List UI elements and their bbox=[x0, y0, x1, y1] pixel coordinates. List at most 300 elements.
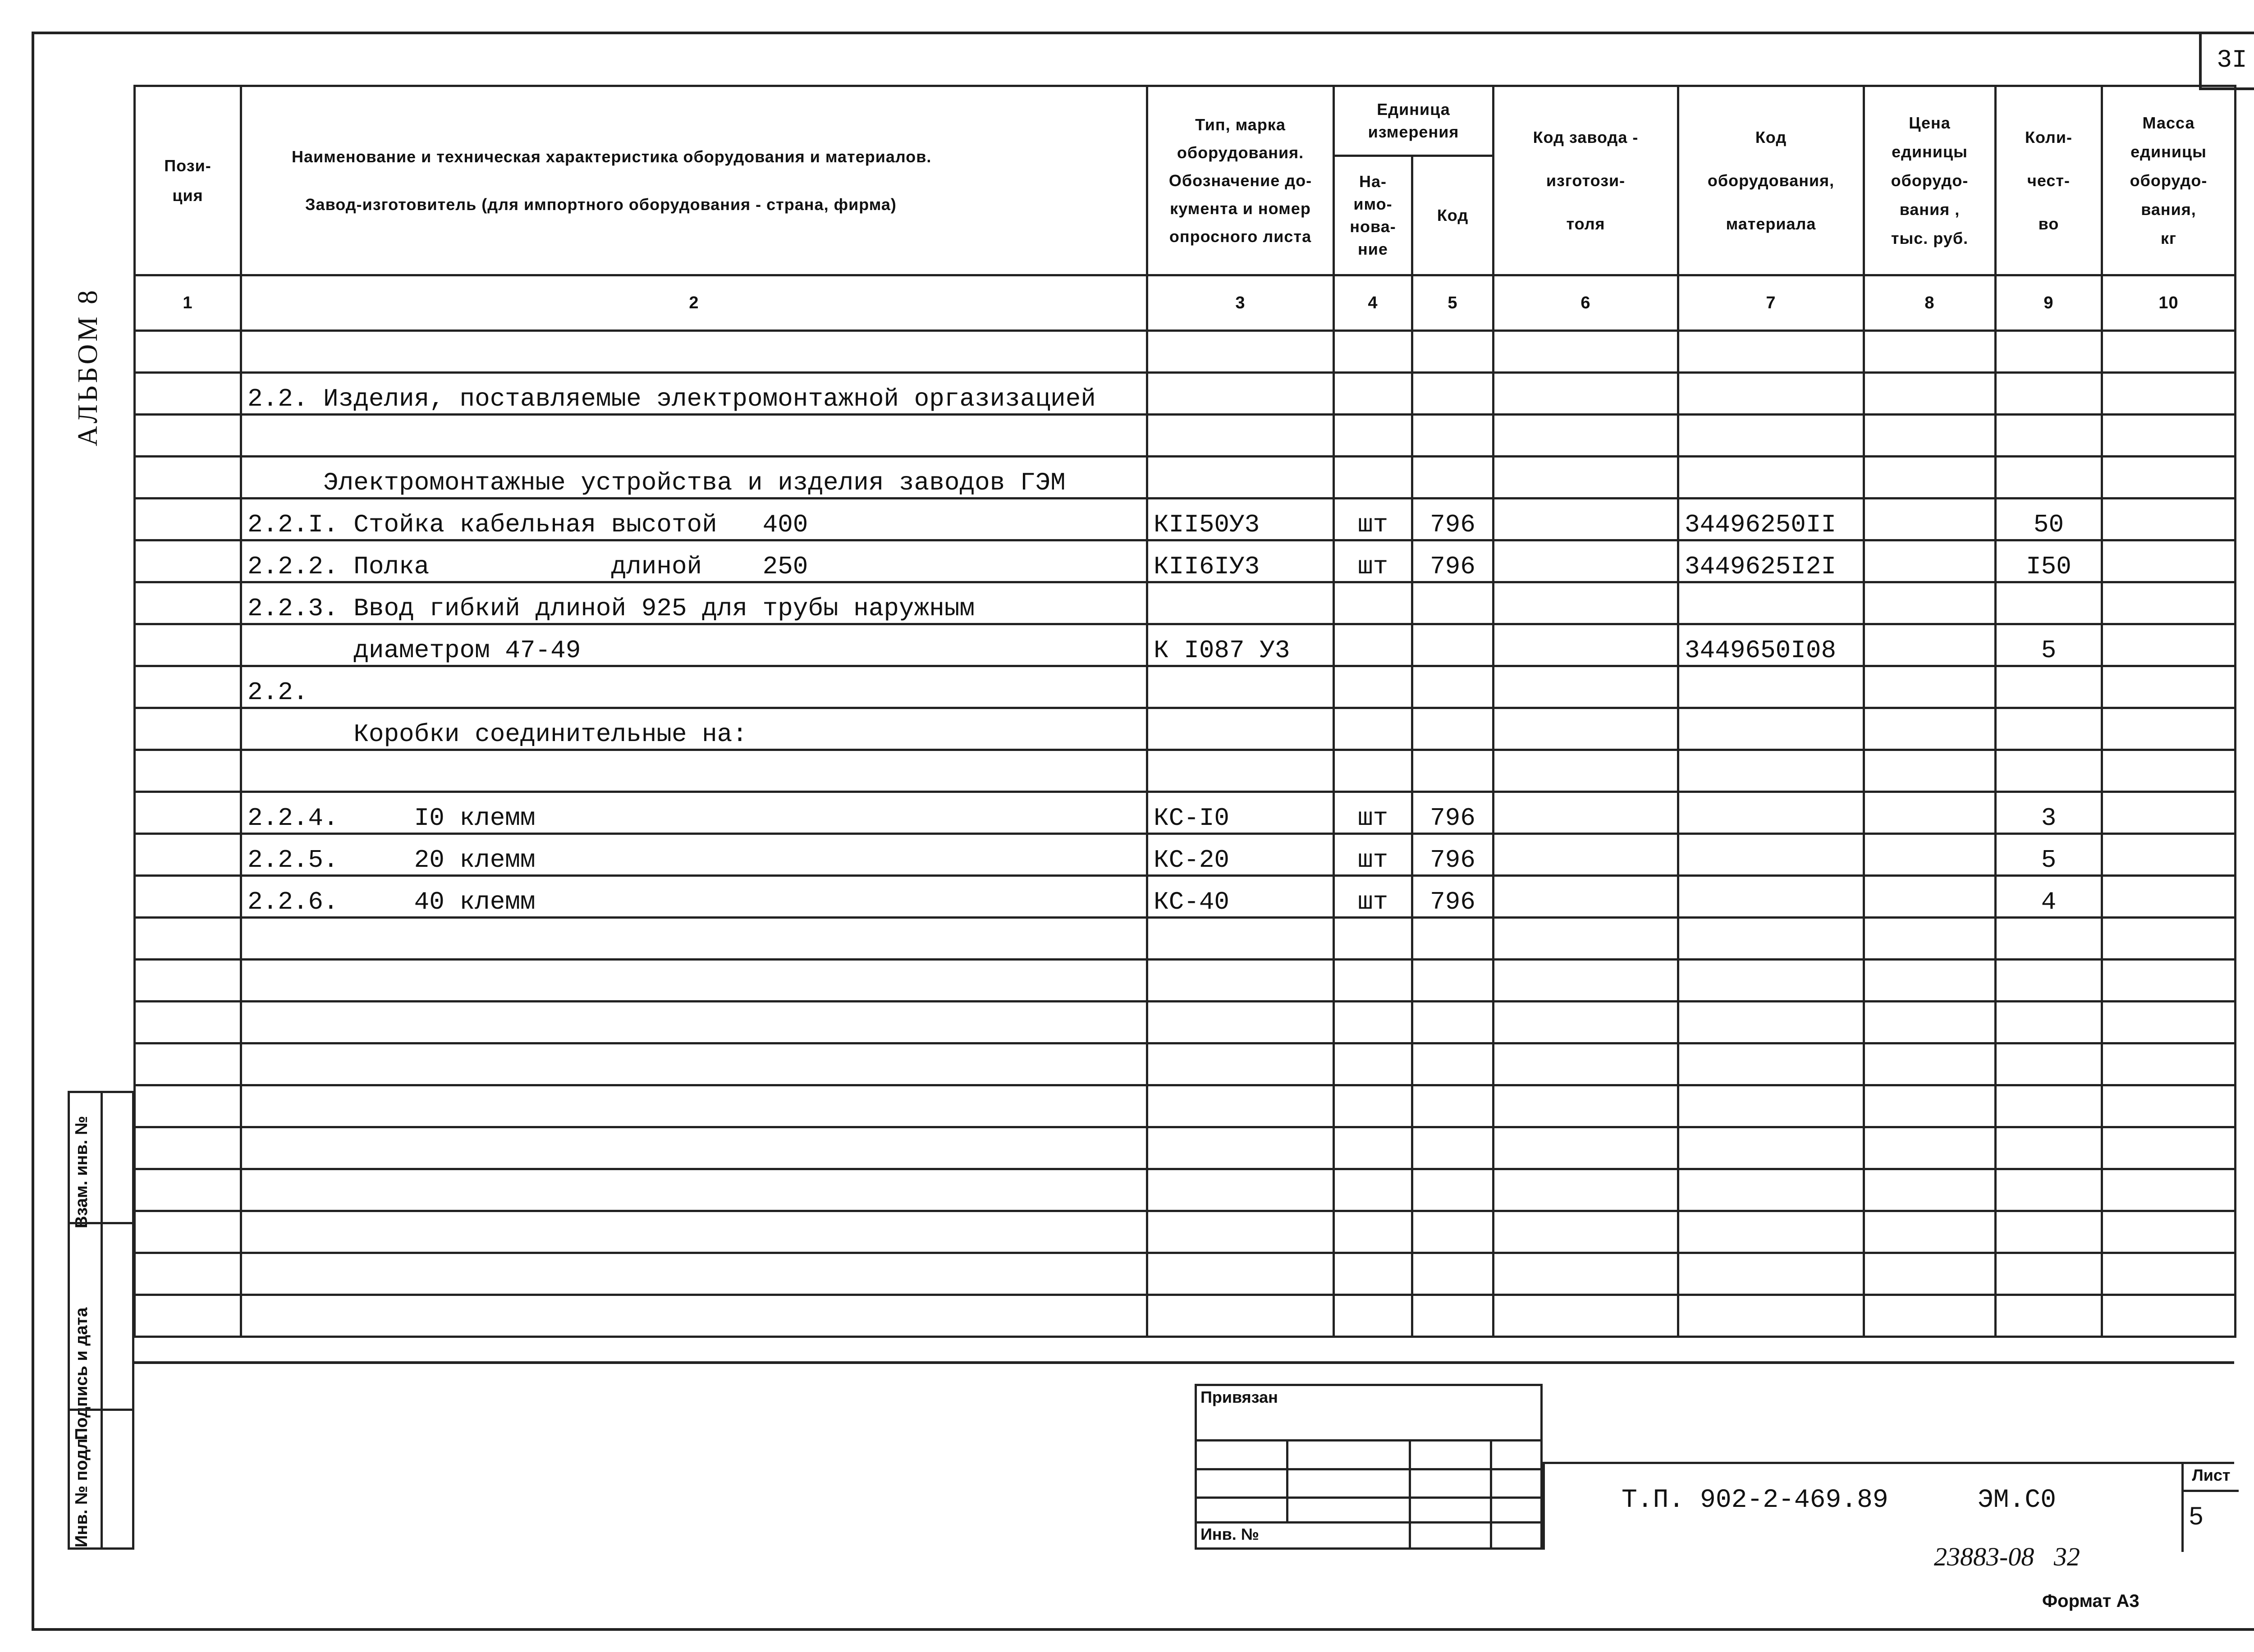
cell-empty bbox=[135, 1002, 241, 1043]
cell-type bbox=[1147, 582, 1334, 624]
cell-eqcode bbox=[1678, 666, 1864, 708]
cell-eqcode bbox=[1678, 582, 1864, 624]
cell-eqcode bbox=[1678, 792, 1864, 834]
cell-code bbox=[1412, 373, 1494, 415]
table-row bbox=[135, 708, 2236, 750]
cell-empty bbox=[135, 1169, 241, 1211]
cell-qty bbox=[1996, 1169, 2102, 1211]
table-row bbox=[135, 918, 2236, 960]
cell-empty bbox=[135, 708, 241, 750]
cell-qty: 4 bbox=[1996, 876, 2102, 918]
sheet-cell bbox=[2181, 1462, 2239, 1552]
table-row bbox=[135, 1043, 2236, 1085]
cell-empty bbox=[2102, 1169, 2236, 1211]
cell-type bbox=[1147, 750, 1334, 792]
cell-empty bbox=[1864, 1127, 1996, 1169]
cell-empty bbox=[1864, 792, 1996, 834]
cell-qty bbox=[1996, 708, 2102, 750]
cell-code bbox=[1412, 415, 1494, 457]
table-row bbox=[135, 834, 2236, 876]
cell-eqcode bbox=[1678, 1253, 1864, 1295]
cell-eqcode: 3449625I2I bbox=[1678, 540, 1864, 582]
cell-name: 2.2.6. 40 клемм bbox=[241, 876, 1147, 918]
cell-empty bbox=[1494, 1085, 1678, 1127]
cell-eqcode bbox=[1678, 1295, 1864, 1337]
cell-empty bbox=[135, 457, 241, 499]
cell-eqcode bbox=[1678, 708, 1864, 750]
side-divider bbox=[70, 1409, 132, 1411]
cell-type: КС-40 bbox=[1147, 876, 1334, 918]
cell-type bbox=[1147, 960, 1334, 1002]
cell-qty bbox=[1996, 1043, 2102, 1085]
cell-type bbox=[1147, 1085, 1334, 1127]
cell-empty bbox=[2102, 918, 2236, 960]
cell-empty bbox=[135, 1085, 241, 1127]
cell-code bbox=[1412, 1043, 1494, 1085]
cell-empty bbox=[1864, 540, 1996, 582]
cell-eqcode bbox=[1678, 457, 1864, 499]
cell-empty bbox=[135, 960, 241, 1002]
cell-qty bbox=[1996, 457, 2102, 499]
cell-qty: 3 bbox=[1996, 792, 2102, 834]
cell-unit bbox=[1334, 666, 1412, 708]
cell-empty bbox=[135, 499, 241, 540]
cell-name bbox=[241, 1295, 1147, 1337]
cell-qty bbox=[1996, 1295, 2102, 1337]
col-number: 7 bbox=[1678, 275, 1864, 331]
stamp-line bbox=[1197, 1521, 1540, 1524]
cell-empty bbox=[1494, 373, 1678, 415]
cell-qty bbox=[1996, 582, 2102, 624]
cell-name: 2.2.3. Ввод гибкий длиной 925 для трубы наружным bbox=[241, 582, 1147, 624]
cell-empty bbox=[1864, 624, 1996, 666]
cell-eqcode: 3449650I08 bbox=[1678, 624, 1864, 666]
cell-name: Электромонтажные устройства и изделия заводов ГЭМ bbox=[241, 457, 1147, 499]
col-number: 3 bbox=[1147, 275, 1334, 331]
cell-empty bbox=[1864, 1002, 1996, 1043]
cell-empty bbox=[2102, 624, 2236, 666]
col-number: 9 bbox=[1996, 275, 2102, 331]
cell-empty bbox=[2102, 834, 2236, 876]
cell-name: Коробки соединительные на: bbox=[241, 708, 1147, 750]
cell-empty bbox=[1864, 331, 1996, 373]
cell-empty bbox=[1864, 1169, 1996, 1211]
cell-empty bbox=[135, 540, 241, 582]
cell-empty bbox=[2102, 415, 2236, 457]
cell-name: 2.2.4. I0 клемм bbox=[241, 792, 1147, 834]
cell-type bbox=[1147, 457, 1334, 499]
stamp-line bbox=[1197, 1496, 1540, 1499]
cell-empty bbox=[1494, 792, 1678, 834]
cell-empty bbox=[1494, 1211, 1678, 1253]
cell-empty bbox=[2102, 1253, 2236, 1295]
cell-name: 2.2.I. Стойка кабельная высотой 400 bbox=[241, 499, 1147, 540]
cell-name bbox=[241, 331, 1147, 373]
cell-empty bbox=[135, 373, 241, 415]
cell-empty bbox=[2102, 1127, 2236, 1169]
cell-type bbox=[1147, 415, 1334, 457]
cell-code: 796 bbox=[1412, 834, 1494, 876]
cell-code bbox=[1412, 918, 1494, 960]
table-row bbox=[135, 960, 2236, 1002]
cell-empty bbox=[1864, 1085, 1996, 1127]
stamp-line bbox=[1286, 1439, 1288, 1521]
side-stamp bbox=[68, 1091, 134, 1550]
cell-empty bbox=[135, 834, 241, 876]
table-row bbox=[135, 373, 2236, 415]
cell-empty bbox=[2102, 1211, 2236, 1253]
cell-name bbox=[241, 1002, 1147, 1043]
document-mark: ЭМ.С0 bbox=[1978, 1486, 2057, 1515]
table-row bbox=[135, 1169, 2236, 1211]
table-row bbox=[135, 1002, 2236, 1043]
cell-qty bbox=[1996, 415, 2102, 457]
cell-empty bbox=[2102, 373, 2236, 415]
cell-empty bbox=[1494, 960, 1678, 1002]
cell-name: диаметром 47-49 bbox=[241, 624, 1147, 666]
cell-unit bbox=[1334, 1127, 1412, 1169]
cell-empty bbox=[2102, 331, 2236, 373]
cell-qty: 5 bbox=[1996, 624, 2102, 666]
cell-empty bbox=[2102, 540, 2236, 582]
inv-original-label: Инв. № подл. bbox=[72, 1433, 91, 1547]
cell-unit bbox=[1334, 1169, 1412, 1211]
header-col4: На- имо- нова- ние bbox=[1334, 156, 1412, 275]
cell-unit: шт bbox=[1334, 499, 1412, 540]
table-row bbox=[135, 666, 2236, 708]
header-col6: Код завода - изготози- толя bbox=[1494, 86, 1678, 275]
cell-empty bbox=[1864, 415, 1996, 457]
cell-qty: 50 bbox=[1996, 499, 2102, 540]
header-col5: Код bbox=[1412, 156, 1494, 275]
cell-name: 2.2. bbox=[241, 666, 1147, 708]
cell-eqcode bbox=[1678, 1002, 1864, 1043]
cell-empty bbox=[135, 331, 241, 373]
cell-empty bbox=[1494, 1295, 1678, 1337]
cell-eqcode bbox=[1678, 1211, 1864, 1253]
cell-type bbox=[1147, 1127, 1334, 1169]
column-number-row bbox=[135, 275, 2236, 331]
cell-qty: I50 bbox=[1996, 540, 2102, 582]
stamp-line bbox=[1197, 1439, 1540, 1441]
cell-empty bbox=[1494, 1127, 1678, 1169]
cell-empty bbox=[2102, 1002, 2236, 1043]
cell-empty bbox=[2102, 457, 2236, 499]
binding-stamp bbox=[1195, 1384, 1543, 1550]
table-row bbox=[135, 1211, 2236, 1253]
cell-name: 2.2.2. Полка длиной 250 bbox=[241, 540, 1147, 582]
cell-empty bbox=[135, 624, 241, 666]
cell-empty bbox=[1864, 582, 1996, 624]
cell-empty bbox=[135, 1253, 241, 1295]
cell-qty bbox=[1996, 918, 2102, 960]
cell-unit bbox=[1334, 1043, 1412, 1085]
cell-empty bbox=[1864, 1253, 1996, 1295]
cell-qty bbox=[1996, 331, 2102, 373]
stamp-line bbox=[1490, 1439, 1492, 1550]
cell-empty bbox=[1864, 960, 1996, 1002]
header-col7: Код оборудования, материала bbox=[1678, 86, 1864, 275]
cell-empty bbox=[1494, 1169, 1678, 1211]
col-number: 6 bbox=[1494, 275, 1678, 331]
stamp-line bbox=[1409, 1439, 1411, 1550]
header-col9: Коли- чест- во bbox=[1996, 86, 2102, 275]
sheet-value: 5 bbox=[2189, 1501, 2204, 1530]
sheet-label: Лист bbox=[2184, 1462, 2239, 1492]
cell-code bbox=[1412, 1211, 1494, 1253]
cell-name bbox=[241, 750, 1147, 792]
cell-unit: шт bbox=[1334, 834, 1412, 876]
cell-type: КII6IУ3 bbox=[1147, 540, 1334, 582]
cell-empty bbox=[135, 918, 241, 960]
table-row bbox=[135, 582, 2236, 624]
cell-type bbox=[1147, 1253, 1334, 1295]
cell-unit bbox=[1334, 1002, 1412, 1043]
cell-empty bbox=[1864, 876, 1996, 918]
cell-empty bbox=[1494, 708, 1678, 750]
inv-replaced-label: Взам. инв. № bbox=[72, 1116, 91, 1228]
cell-eqcode bbox=[1678, 415, 1864, 457]
title-block bbox=[1543, 1462, 2234, 1550]
cell-code bbox=[1412, 960, 1494, 1002]
cell-unit bbox=[1334, 750, 1412, 792]
signature-date-label: Подпись и дата bbox=[72, 1307, 91, 1440]
cell-unit bbox=[1334, 624, 1412, 666]
col-number: 5 bbox=[1412, 275, 1494, 331]
cell-code: 796 bbox=[1412, 540, 1494, 582]
cell-empty bbox=[1494, 582, 1678, 624]
table-row bbox=[135, 1085, 2236, 1127]
cell-qty bbox=[1996, 373, 2102, 415]
cell-code bbox=[1412, 1002, 1494, 1043]
cell-code bbox=[1412, 1253, 1494, 1295]
cell-name bbox=[241, 1211, 1147, 1253]
table-row bbox=[135, 331, 2236, 373]
cell-type: КII50У3 bbox=[1147, 499, 1334, 540]
cell-empty bbox=[2102, 708, 2236, 750]
cell-empty bbox=[1494, 1002, 1678, 1043]
cell-code: 796 bbox=[1412, 792, 1494, 834]
cell-unit bbox=[1334, 373, 1412, 415]
cell-name: 2.2.5. 20 клемм bbox=[241, 834, 1147, 876]
cell-empty bbox=[2102, 1295, 2236, 1337]
cell-empty bbox=[1494, 918, 1678, 960]
cell-empty bbox=[135, 582, 241, 624]
cell-type bbox=[1147, 331, 1334, 373]
cell-type bbox=[1147, 1211, 1334, 1253]
header-col8: Цена единицы оборудо- вания , тыс. руб. bbox=[1864, 86, 1996, 275]
header-row bbox=[135, 86, 2236, 156]
table-row bbox=[135, 876, 2236, 918]
cell-empty bbox=[1864, 1211, 1996, 1253]
cell-name: 2.2. Изделия, поставляемые электромонтажной оргазизацией bbox=[241, 373, 1147, 415]
cell-code bbox=[1412, 1169, 1494, 1211]
cell-empty bbox=[135, 666, 241, 708]
table-row bbox=[135, 1127, 2236, 1169]
inv-label: Инв. № bbox=[1200, 1525, 1259, 1543]
cell-name bbox=[241, 918, 1147, 960]
cell-code bbox=[1412, 582, 1494, 624]
cell-name bbox=[241, 415, 1147, 457]
cell-code bbox=[1412, 708, 1494, 750]
cell-type bbox=[1147, 1043, 1334, 1085]
cell-unit bbox=[1334, 1253, 1412, 1295]
handwritten-archive-number: 23883-08 32 bbox=[1934, 1542, 2080, 1571]
cell-empty bbox=[2102, 1085, 2236, 1127]
cell-empty bbox=[2102, 1043, 2236, 1085]
cell-empty bbox=[135, 792, 241, 834]
cell-empty bbox=[135, 415, 241, 457]
cell-unit bbox=[1334, 1085, 1412, 1127]
cell-qty bbox=[1996, 1127, 2102, 1169]
cell-code bbox=[1412, 666, 1494, 708]
cell-eqcode bbox=[1678, 876, 1864, 918]
specification-table bbox=[133, 85, 2236, 1338]
cell-code: 796 bbox=[1412, 499, 1494, 540]
cell-name bbox=[241, 1085, 1147, 1127]
col-number: 10 bbox=[2102, 275, 2236, 331]
stamp-line bbox=[1197, 1468, 1540, 1470]
cell-eqcode bbox=[1678, 1043, 1864, 1085]
side-divider bbox=[70, 1222, 132, 1224]
cell-empty bbox=[1494, 666, 1678, 708]
cell-unit: шт bbox=[1334, 792, 1412, 834]
cell-empty bbox=[135, 876, 241, 918]
cell-code bbox=[1412, 457, 1494, 499]
cell-empty bbox=[1864, 918, 1996, 960]
cell-eqcode: 34496250II bbox=[1678, 499, 1864, 540]
col-number: 4 bbox=[1334, 275, 1412, 331]
header-col10: Масса единицы оборудо- вания, кг bbox=[2102, 86, 2236, 275]
side-stamp-labels bbox=[70, 1093, 103, 1547]
cell-empty bbox=[2102, 792, 2236, 834]
cell-type bbox=[1147, 708, 1334, 750]
cell-empty bbox=[135, 1211, 241, 1253]
cell-type: КС-20 bbox=[1147, 834, 1334, 876]
cell-name bbox=[241, 960, 1147, 1002]
cell-empty bbox=[1494, 415, 1678, 457]
cell-empty bbox=[1494, 750, 1678, 792]
cell-type bbox=[1147, 666, 1334, 708]
header-col2: Наименование и техническая характеристика оборудования и материалов. Завод-изготовитель (для импортного оборудования - страна, фирма) bbox=[241, 86, 1147, 275]
cell-code: 796 bbox=[1412, 876, 1494, 918]
cell-empty bbox=[1494, 1253, 1678, 1295]
cell-empty bbox=[1494, 624, 1678, 666]
table-row bbox=[135, 1295, 2236, 1337]
cell-qty bbox=[1996, 666, 2102, 708]
cell-qty bbox=[1996, 750, 2102, 792]
cell-empty bbox=[1864, 499, 1996, 540]
header-unit-group: Единица измерения bbox=[1334, 86, 1494, 156]
cell-empty bbox=[1494, 834, 1678, 876]
cell-unit bbox=[1334, 415, 1412, 457]
cell-name bbox=[241, 1169, 1147, 1211]
header-col1: Пози- ция bbox=[135, 86, 241, 275]
cell-name bbox=[241, 1253, 1147, 1295]
col-number: 8 bbox=[1864, 275, 1996, 331]
cell-empty bbox=[1494, 1043, 1678, 1085]
cell-eqcode bbox=[1678, 1127, 1864, 1169]
cell-unit bbox=[1334, 1211, 1412, 1253]
cell-eqcode bbox=[1678, 331, 1864, 373]
cell-eqcode bbox=[1678, 918, 1864, 960]
cell-type: КС-I0 bbox=[1147, 792, 1334, 834]
cell-empty bbox=[135, 750, 241, 792]
cell-unit bbox=[1334, 582, 1412, 624]
cell-qty bbox=[1996, 1002, 2102, 1043]
cell-eqcode bbox=[1678, 1169, 1864, 1211]
cell-type bbox=[1147, 1295, 1334, 1337]
cell-empty bbox=[2102, 499, 2236, 540]
cell-eqcode bbox=[1678, 373, 1864, 415]
col-number: 2 bbox=[241, 275, 1147, 331]
cell-qty bbox=[1996, 1211, 2102, 1253]
bound-label: Привязан bbox=[1200, 1388, 1278, 1406]
cell-empty bbox=[1864, 1295, 1996, 1337]
cell-empty bbox=[1494, 457, 1678, 499]
cell-empty bbox=[1864, 1043, 1996, 1085]
cell-eqcode bbox=[1678, 834, 1864, 876]
table-row bbox=[135, 499, 2236, 540]
cell-eqcode bbox=[1678, 750, 1864, 792]
cell-empty bbox=[135, 1127, 241, 1169]
cell-name bbox=[241, 1127, 1147, 1169]
table-row bbox=[135, 750, 2236, 792]
table-row bbox=[135, 457, 2236, 499]
cell-empty bbox=[2102, 960, 2236, 1002]
cell-eqcode bbox=[1678, 1085, 1864, 1127]
cell-qty: 5 bbox=[1996, 834, 2102, 876]
cell-qty bbox=[1996, 1253, 2102, 1295]
cell-empty bbox=[2102, 750, 2236, 792]
cell-unit: шт bbox=[1334, 540, 1412, 582]
table-bottom-border bbox=[133, 1361, 2234, 1364]
cell-code bbox=[1412, 1085, 1494, 1127]
cell-empty bbox=[135, 1043, 241, 1085]
cell-unit bbox=[1334, 960, 1412, 1002]
cell-code bbox=[1412, 1295, 1494, 1337]
cell-unit bbox=[1334, 918, 1412, 960]
sheet-number: 3I bbox=[2199, 32, 2254, 90]
table-row bbox=[135, 415, 2236, 457]
table-row bbox=[135, 624, 2236, 666]
cell-type bbox=[1147, 918, 1334, 960]
cell-empty bbox=[1864, 373, 1996, 415]
cell-qty bbox=[1996, 1085, 2102, 1127]
cell-unit: шт bbox=[1334, 876, 1412, 918]
cell-unit bbox=[1334, 331, 1412, 373]
cell-code bbox=[1412, 624, 1494, 666]
cell-empty bbox=[1494, 876, 1678, 918]
document-designation: Т.П. 902-2-469.89 bbox=[1622, 1486, 1888, 1515]
cell-type bbox=[1147, 1002, 1334, 1043]
table-row bbox=[135, 540, 2236, 582]
cell-empty bbox=[1494, 499, 1678, 540]
cell-eqcode bbox=[1678, 960, 1864, 1002]
album-label: АЛЬБОМ 8 bbox=[73, 287, 103, 446]
cell-empty bbox=[1494, 540, 1678, 582]
cell-unit bbox=[1334, 1295, 1412, 1337]
cell-qty bbox=[1996, 960, 2102, 1002]
cell-empty bbox=[1864, 666, 1996, 708]
cell-unit bbox=[1334, 708, 1412, 750]
cell-empty bbox=[2102, 876, 2236, 918]
cell-code bbox=[1412, 750, 1494, 792]
cell-empty bbox=[2102, 582, 2236, 624]
cell-type: К I087 У3 bbox=[1147, 624, 1334, 666]
cell-type bbox=[1147, 373, 1334, 415]
cell-code bbox=[1412, 1127, 1494, 1169]
